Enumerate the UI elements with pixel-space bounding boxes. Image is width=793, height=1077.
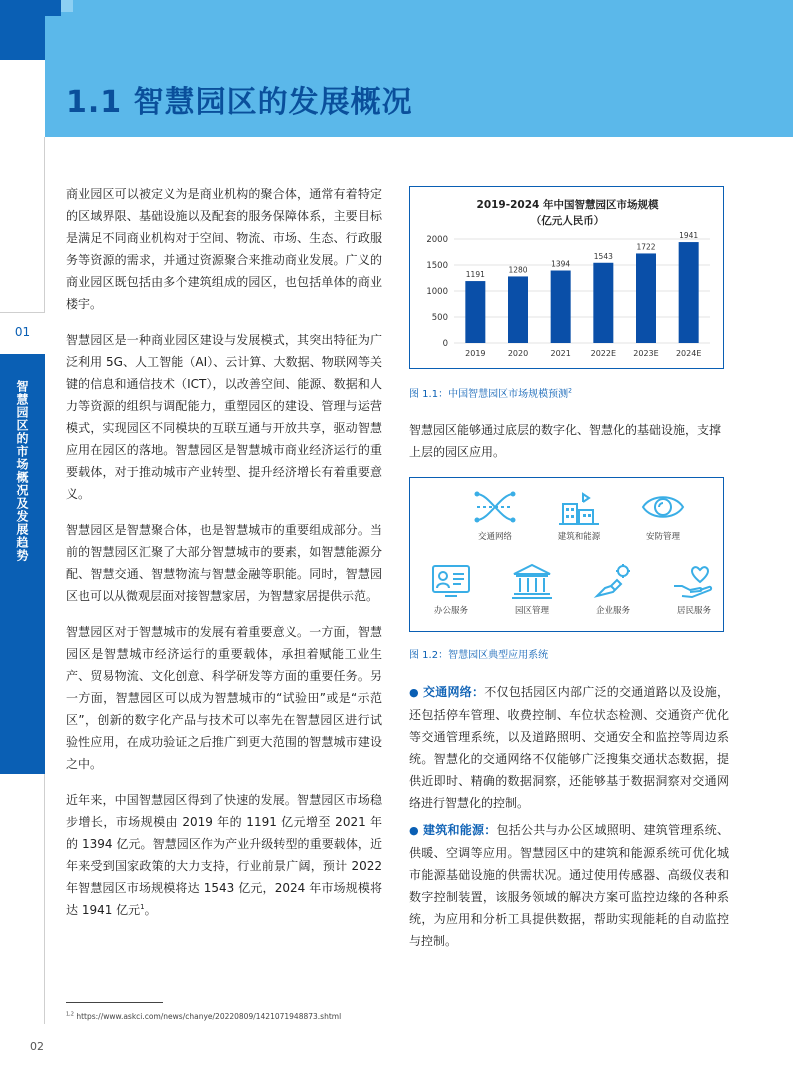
bullet-title: 建筑和能源： — [422, 823, 497, 837]
footnote-rule — [66, 1002, 163, 1003]
bullet-item — [409, 681, 729, 814]
x-tick-label: 2024E — [675, 349, 702, 358]
enterprise-service-icon — [591, 562, 635, 600]
data-label: 1280 — [508, 265, 528, 275]
app-label: 办公服务 — [433, 606, 468, 616]
data-label: 1941 — [679, 231, 699, 241]
app-item — [456, 488, 534, 542]
paragraph: 智慧园区是智慧聚合体，也是智慧城市的重要组成部分。当前的智慧园区汇聚了大部分智慧城市的要素，如智慧能源分配、智慧交通、智慧物流与智慧金融等职能。同时，智慧园区也可以从微观层面对接智慧家居，为智慧家居提供示范。 — [66, 523, 382, 603]
x-tick-label: 2023E — [633, 349, 659, 358]
bullet-title: 交通网络： — [422, 685, 485, 699]
bar — [465, 281, 485, 343]
paragraph: 智慧园区是一种商业园区建设与发展模式，其突出特征为广泛利用 5G、人工智能（AI）、云计算、大数据、物联网等关键的信息和通信技术（ICT），以改善空间、能源、数据和人力等资源的组织与调配能力，重塑园区的建设、管理与运营模式，实现园区不同模块的互联互通与开放共享，驱动智慧应用在园区的落地。智慧园区是智慧城市商业经济运行的重要载体，对于推动城市产业转型、提升经济增长有着重要意义。 — [66, 333, 382, 501]
x-tick-label: 2021 — [550, 349, 571, 358]
bar — [593, 263, 613, 343]
data-label: 1543 — [593, 251, 613, 261]
chart-box — [409, 186, 724, 369]
bar — [679, 242, 699, 343]
app-item — [655, 562, 733, 616]
sidebar-rule-bottom — [0, 774, 45, 1024]
bullet-text: 包括公共与办公区域照明、建筑管理系统、供暖、空调等应用。智慧园区中的建筑和能源系统可优化城市能源基础设施的供需状况。通过使用传感器、高级仪表和数字控制装置，该服务领域的解决方案可监控边缘的各种系统，为应用和分析工具提供数据，帮助实现能耗的自动监控与控制。 — [409, 823, 729, 948]
header-band — [0, 0, 793, 60]
x-tick-label: 2020 — [507, 349, 529, 358]
x-tick-label: 2019 — [465, 349, 486, 358]
app-label: 安防管理 — [645, 532, 680, 542]
bar-chart — [410, 187, 725, 370]
x-tick-label: 2022E — [590, 349, 617, 358]
sidebar-rule-top — [0, 137, 45, 312]
footnote-number: 1,2 — [66, 1011, 74, 1018]
intro-text: 智慧园区能够通过底层的数字化、智慧化的基础设施，支撑上层的园区应用。 — [409, 423, 722, 459]
footnote-ref: 1 — [140, 903, 145, 911]
app-item — [624, 488, 702, 542]
office-icon — [429, 562, 473, 600]
footnote-link[interactable]: https://www.askci.com/news/chanye/20220809/1421071948873.shtml — [76, 1012, 342, 1021]
figure-caption: 图 1.2：智慧园区典型应用系统 — [409, 650, 549, 661]
applications-box — [409, 477, 724, 632]
data-label: 1191 — [465, 270, 485, 280]
paragraph-tail: 。 — [144, 903, 157, 917]
bullet-item — [409, 819, 729, 952]
y-tick-label: 500 — [431, 313, 448, 323]
paragraph — [66, 789, 382, 921]
app-label: 园区管理 — [514, 606, 549, 616]
app-item — [574, 562, 652, 616]
data-label: 1722 — [636, 242, 656, 252]
bar — [551, 271, 571, 343]
app-item — [493, 562, 571, 616]
park-management-icon — [510, 562, 554, 600]
figure-caption — [409, 385, 572, 400]
footnote — [66, 1012, 341, 1021]
y-tick-label: 2000 — [426, 235, 448, 245]
bullet-dot-icon: ● — [409, 686, 419, 699]
bar — [636, 253, 656, 343]
app-label: 居民服务 — [676, 606, 711, 616]
chapter-title: 智慧园区的市场概况及发展趋势 — [15, 380, 29, 562]
paragraph-text: 近年来，中国智慧园区得到了快速的发展。智慧园区市场稳步增长，市场规模由 2019 年的 1191 亿元增至 2021 年的 1394 亿元。智慧园区作为产业升级转型的重要载体，近年来受到国家政策的大力支持，行业前景广阔，预计 2022 年智慧园区市场规模将达 1543 亿元，2024 年市场规模将达 1941 亿元 — [66, 793, 382, 917]
app-label: 企业服务 — [595, 606, 630, 616]
bullet-dot-icon: ● — [409, 824, 419, 837]
corner-block — [0, 0, 45, 60]
eye-security-icon — [641, 488, 685, 526]
app-label: 建筑和能源 — [557, 532, 601, 542]
app-item — [540, 488, 618, 542]
section-title: 1.1 智慧园区的发展概况 — [66, 85, 413, 120]
paragraph: 智慧园区对于智慧城市的发展有着重要意义。一方面，智慧园区是智慧城市经济运行的重要载体，承担着赋能工业生产、贸易物流、文化创意、科学研发等方面的重要任务。另一方面，智慧园区可以成为智慧城市的“试验田”或是“示范区”，创新的数字化产品与技术可以率先在智慧园区进行试验性应用，在成功验证之后推广到更大范围的智慧城市建设之中。 — [66, 625, 382, 771]
y-tick-label: 1500 — [426, 261, 448, 271]
left-column — [66, 183, 382, 935]
bullet-text: 不仅包括园区内部广泛的交通道路以及设施，还包括停车管理、收费控制、车位状态检测、交通资产优化等交通管理系统，以及道路照明、交通安全和监控等周边系统。智慧化的交通网络不仅能够广泛搜集交通状态数据，提供近即时、精确的数据洞察，还能够基于数据洞察对交通网络进行智慧化的控制。 — [409, 685, 729, 810]
chart-subtitle: （亿元人民币） — [530, 215, 605, 227]
corner-square — [45, 0, 61, 16]
resident-service-icon — [672, 562, 716, 600]
chart-title: 2019-2024 年中国智慧园区市场规模 — [476, 199, 659, 211]
corner-square-light — [61, 0, 73, 12]
paragraph: 商业园区可以被定义为是商业机构的聚合体，通常有着特定的区域界限、基础设施以及配套的服务保障体系，主要目标是满足不同商业机构对于空间、物流、市场、生态、行政服务等资源的需求，并通过资源聚合来推动商业发展。广义的商业园区既包括由多个建筑组成的园区，也包括单体的商业楼宇。 — [66, 187, 382, 311]
y-tick-label: 1000 — [426, 287, 448, 297]
data-label: 1394 — [551, 259, 571, 269]
network-icon — [473, 488, 517, 526]
app-item — [412, 562, 490, 616]
building-energy-icon — [557, 488, 601, 526]
caption-footnote-ref: 2 — [568, 387, 572, 395]
page-number: 02 — [30, 1040, 44, 1053]
y-tick-label: 0 — [442, 339, 448, 349]
figure-caption-text: 图 1.1：中国智慧园区市场规模预测 — [409, 389, 569, 400]
app-label: 交通网络 — [477, 532, 512, 542]
chapter-number: 01 — [0, 312, 45, 354]
bar — [508, 276, 528, 343]
